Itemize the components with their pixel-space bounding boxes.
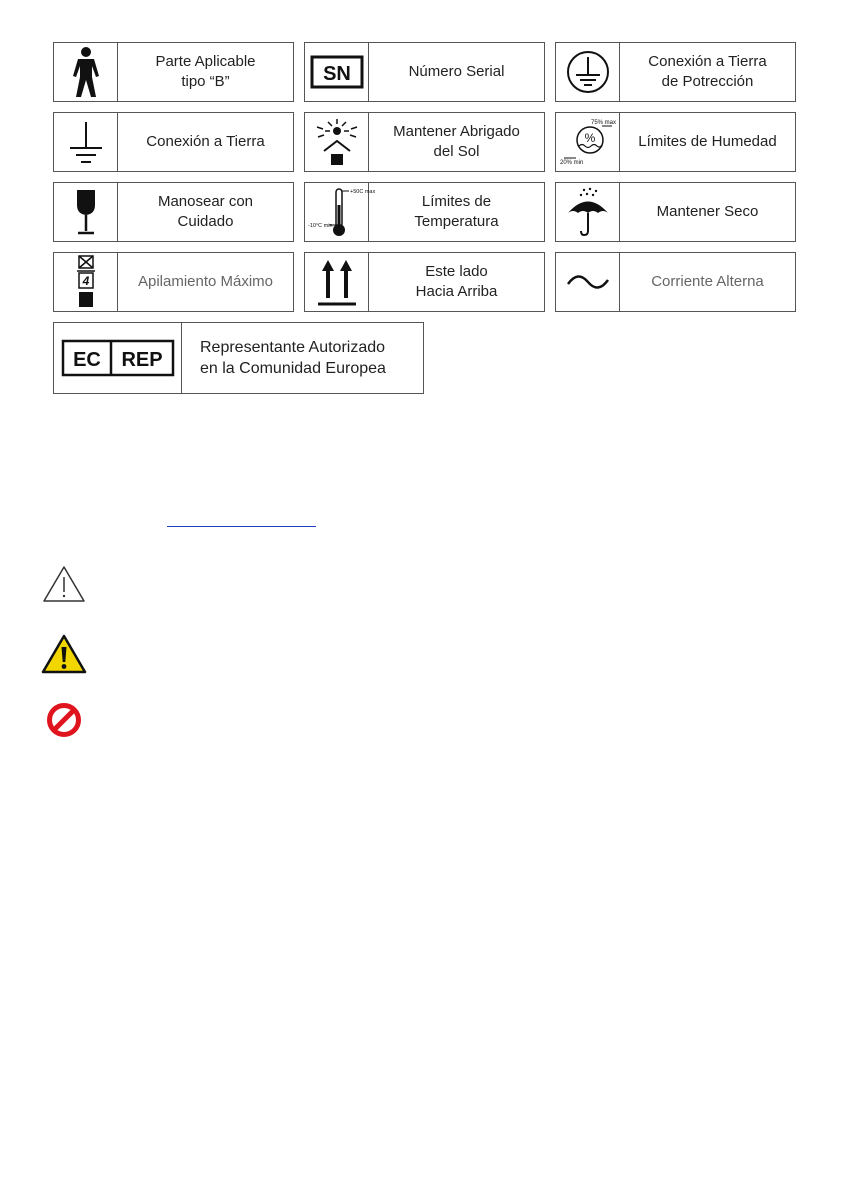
caution-outline-triangle-icon [42, 565, 86, 603]
stacking-limit-icon [54, 253, 118, 311]
symbol-label: Apilamiento Máximo [137, 273, 274, 290]
humidity-icon-max: 75% max [590, 120, 616, 126]
symbol-cell-keep-dry [555, 182, 796, 242]
symbol-cell-humidity [555, 112, 796, 172]
temperature-limit-icon [305, 183, 375, 241]
symbol-cell-fragile [53, 182, 294, 242]
symbol-cell-stacking-limit [53, 252, 294, 312]
temperature-icon-min: -10°C min [307, 223, 333, 229]
symbol-label: Límites de Humedad [638, 133, 777, 150]
symbol-label: Parte Aplicable tipo “B” [155, 53, 256, 90]
protective-earth-icon [556, 43, 620, 101]
symbol-cell-ec-rep [53, 322, 424, 394]
symbol-label: Límites de Temperatura [414, 193, 499, 230]
humidity-icon-min: 20% min [559, 160, 583, 166]
humidity-limit-icon [556, 113, 620, 171]
ec-rep-icon-left: EC [72, 349, 101, 371]
ec-rep-icon [54, 323, 182, 393]
symbol-cell-this-way-up [304, 252, 545, 312]
hyperlink-underline[interactable] [167, 514, 316, 527]
symbol-label: Mantener Seco [656, 203, 759, 220]
prohibition-sign-icon [46, 702, 82, 738]
stacking-icon-number: 4 [82, 274, 89, 288]
symbol-label: Representante Autorizado en la Comunidad Europea [200, 339, 386, 377]
keep-dry-umbrella-icon [556, 183, 620, 241]
serial-number-icon [305, 43, 369, 101]
humidity-icon-symbol: % [584, 131, 595, 145]
symbol-cell-keep-from-sun [304, 112, 545, 172]
earth-ground-icon [54, 113, 118, 171]
symbol-cell-earth-ground [53, 112, 294, 172]
fragile-glass-icon [54, 183, 118, 241]
symbol-label: Conexión a Tierra [146, 133, 265, 150]
alternating-current-icon [556, 253, 620, 311]
symbol-label: Número Serial [408, 63, 505, 80]
symbol-cell-alternating-current [555, 252, 796, 312]
symbol-cell-protective-earth [555, 42, 796, 102]
warning-yellow-triangle-icon [41, 634, 87, 674]
symbol-label: Manosear con Cuidado [157, 193, 254, 230]
this-way-up-icon [305, 253, 369, 311]
symbol-cell-temperature [304, 182, 545, 242]
symbol-label: Mantener Abrigado del Sol [393, 123, 520, 160]
symbol-cell-applied-part [53, 42, 294, 102]
symbol-label: Corriente Alterna [651, 273, 764, 290]
symbol-label: Este lado Hacia Arriba [415, 263, 498, 300]
body-type-b-icon [54, 43, 118, 101]
ec-rep-icon-right: REP [120, 349, 163, 371]
temperature-icon-max: +50C max [349, 189, 375, 195]
serial-number-icon-text: SN [322, 63, 351, 85]
keep-away-from-sunlight-icon [305, 113, 369, 171]
symbol-label: Conexión a Tierra de Potrección [648, 53, 767, 90]
symbol-cell-serial-number [304, 42, 545, 102]
